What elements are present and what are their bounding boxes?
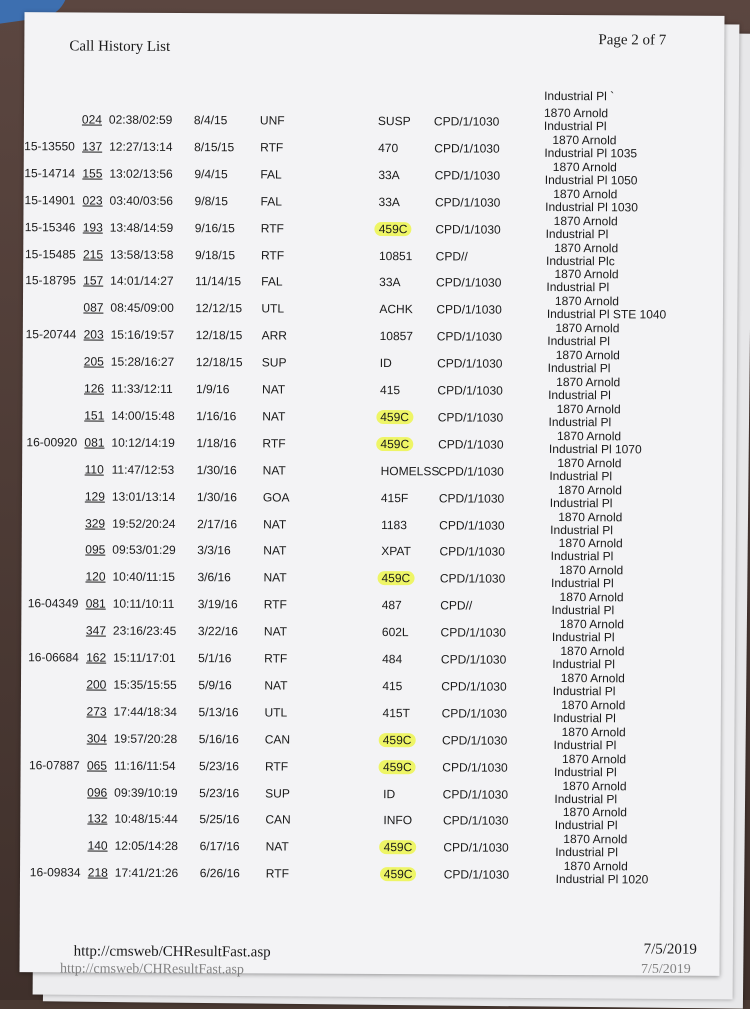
address [551,537,623,563]
page-number: Page 2 of 7 [598,32,666,49]
call-date: 5/13/16 [199,705,239,719]
disposition-code: RTF [260,140,283,154]
disposition-code: UTL [265,705,288,719]
call-id-link[interactable]: 193 [83,220,103,234]
address [550,510,622,536]
report-number-link[interactable]: 15-15346 [25,220,76,234]
call-id-link[interactable]: 081 [86,597,106,611]
call-id-link[interactable]: 200 [86,677,106,691]
unit-code: CPD/1/1030 [439,518,504,532]
unit-code: CPD/1/1030 [440,572,505,586]
unit-code: CPD/1/1030 [435,168,500,182]
address-line: Industrial Pl [551,550,623,563]
unit-code: CPD/1/1030 [443,814,508,828]
call-type-code: ID [376,356,396,370]
unit-code: CPD/1/1030 [439,545,504,559]
unit-code: CPD/1/1030 [443,841,508,855]
call-time: 11:16/11:54 [114,758,176,772]
call-date: 1/30/16 [197,490,237,504]
address-line: Industrial Pl [546,281,618,294]
footer-url: http://cmsweb/CHResultFast.asp [74,943,271,961]
address [553,699,625,725]
address-line: Industrial Pl [551,577,623,590]
call-time: 23:16/23:45 [113,624,176,638]
call-type-code: 459C [379,760,416,774]
call-id-link[interactable]: 024 [82,112,102,126]
address-line: Industrial Pl [548,362,620,375]
address-line: Industrial Pl [552,658,624,671]
address-line: 1870 Arnold [553,672,625,685]
call-type-code: 10851 [375,249,416,263]
address-line: Industrial Pl [550,523,622,536]
call-time: 11:33/12:11 [111,382,173,396]
address-line: 1870 Arnold [554,753,626,766]
unit-code: CPD/1/1030 [439,491,504,505]
call-id-link[interactable]: 205 [84,355,104,369]
call-time: 10:11/10:11 [113,597,175,611]
report-number-link[interactable]: 15-20744 [26,327,77,341]
disposition-code: RTF [262,436,285,450]
address [551,591,623,617]
address [545,161,638,187]
address-line: 1870 Arnold [555,833,627,846]
call-id-link[interactable]: 087 [83,301,103,315]
call-id-link[interactable]: 023 [83,193,103,207]
unit-code: CPD/1/1030 [435,222,500,236]
call-time: 02:38/02:59 [109,113,172,127]
address-line: 1870 Arnold [550,510,622,523]
address-line: Industrial Pl [555,846,627,859]
call-time: 15:11/17:01 [113,651,176,665]
address-line: Industrial Pl 1020 [556,873,649,886]
call-type-code: XPAT [377,544,415,558]
call-date: 2/17/16 [197,517,237,531]
report-number-link[interactable]: 15-14714 [24,166,75,180]
call-date: 5/23/16 [199,759,239,773]
call-date: 3/6/16 [197,570,230,584]
address-line: Industrial Pl [549,416,621,429]
call-date: 1/9/16 [196,382,229,396]
address [549,430,642,456]
call-id-link[interactable]: 140 [88,839,108,853]
address [545,188,638,214]
call-time: 09:53/01:29 [112,543,175,557]
disposition-code: RTF [266,867,289,881]
address-line: 1870 Arnold [551,537,623,550]
call-id-link[interactable]: 081 [84,435,104,449]
report-number-link[interactable]: 15-18795 [25,274,76,288]
call-date: 12/12/15 [195,301,242,315]
disposition-code: RTF [265,759,288,773]
call-id-link[interactable]: 129 [85,489,105,503]
document-page [19,12,724,976]
call-id-link[interactable]: 126 [84,381,104,395]
call-time: 19:52/20:24 [112,516,175,530]
unit-code: CPD/1/1030 [437,356,502,370]
report-number-link[interactable]: 16-00920 [26,435,77,449]
unit-code: CPD/1/1030 [436,303,501,317]
call-type-code: 415F [377,491,412,505]
report-number-link[interactable]: 15-13550 [24,139,75,153]
address [556,860,649,886]
call-id-link[interactable]: 203 [84,328,104,342]
address-line: Industrial Pl STE 1040 [547,308,666,322]
call-type-code: 33A [374,168,403,182]
report-number-link[interactable]: 16-07887 [29,758,80,772]
address-line: Industrial Pl 1070 [549,443,642,456]
address-line: 1870 Arnold [552,591,624,604]
address-line: Industrial Pl 1050 [545,174,638,187]
disposition-code: NAT [262,382,285,396]
call-date: 5/23/16 [199,786,239,800]
footer-date: 7/5/2019 [644,941,697,958]
call-type-code: 484 [378,652,406,666]
call-type-code: 459C [376,410,413,424]
address [547,322,619,348]
call-time: 08:45/09:00 [110,301,173,315]
report-number-link[interactable]: 16-06684 [28,650,79,664]
disposition-code: NAT [264,678,287,692]
disposition-code: GOA [263,490,290,504]
address-line: Industrial Pl 1035 [544,147,637,160]
unit-code: CPD/1/1030 [437,383,502,397]
call-type-code: 10857 [376,329,417,343]
address [546,268,618,294]
address-line: Industrial Pl [555,819,627,832]
address [546,214,618,240]
report-number-link[interactable]: 15-14901 [25,193,76,207]
address-line: Industrial Pl [551,604,623,617]
bleed-through-date: 7/5/2019 [641,962,691,978]
call-time: 13:58/13:58 [110,247,173,261]
call-type-code: 459C [380,840,417,854]
address-line: 1870 Arnold [544,134,637,147]
call-type-code: ACHK [375,302,416,316]
call-id-link[interactable]: 096 [87,785,107,799]
address-line: 1870 Arnold [551,564,623,577]
address [554,779,626,805]
call-date: 9/18/15 [195,248,235,262]
call-date: 8/15/15 [194,140,234,154]
call-type-code: 459C [375,222,412,236]
call-type-code: 33A [375,195,404,209]
unit-code: CPD// [436,249,468,263]
call-date: 6/17/16 [200,839,240,853]
unit-code: CPD/1/1030 [435,195,500,209]
report-number-link[interactable]: 15-15485 [25,247,76,261]
call-type-code: ID [379,787,399,801]
call-date: 11/14/15 [195,274,241,288]
address-line: 1870 Arnold [545,161,638,174]
unit-code: CPD/1/1030 [441,679,506,693]
call-time: 15:35/15:55 [113,678,176,692]
address-line: Industrial Pl [554,792,626,805]
disposition-code: SUP [262,356,287,370]
address [547,295,667,322]
address-fragment: Industrial Pl ` [544,89,614,103]
call-type-code: 415T [379,706,414,720]
call-type-code: 487 [378,598,406,612]
call-date: 5/1/16 [198,651,231,665]
address-line: Industrial Pl [552,631,624,644]
address [552,618,624,644]
disposition-code: NAT [263,571,286,585]
address [550,484,622,510]
unit-code: CPD/1/1030 [442,706,507,720]
address-line: 1870 Arnold [548,376,620,389]
disposition-code: FAL [260,167,281,181]
address-line: Industrial Pl [546,227,618,240]
call-time: 13:01/13:14 [112,489,175,503]
call-time: 17:41/21:26 [115,866,178,880]
call-time: 12:27/13:14 [109,140,172,154]
call-date: 8/4/15 [194,113,227,127]
address-line: 1870 Arnold [546,214,618,227]
address-line: Industrial Pl [554,766,626,779]
call-type-code: 33A [375,275,404,289]
disposition-code: NAT [264,625,287,639]
call-id-link[interactable]: 151 [84,408,104,422]
disposition-code: RTF [261,248,284,262]
unit-code: CPD/1/1030 [434,141,499,155]
address-line: 1870 Arnold [547,322,619,335]
call-date: 3/3/16 [197,543,230,557]
disposition-code: NAT [266,840,289,854]
address [551,564,623,590]
unit-code: CPD/1/1030 [438,437,503,451]
address [552,645,624,671]
call-type-code: HOMELSS [377,464,444,478]
address-line: Industrial Pl [544,120,608,133]
call-time: 14:01/14:27 [110,274,173,288]
address [555,833,627,859]
call-id-link[interactable]: 110 [85,462,104,476]
disposition-code: CAN [265,813,290,827]
unit-code: CPD/1/1030 [437,330,502,344]
call-type-code: 415 [378,679,406,693]
call-type-code: 1183 [377,518,411,532]
unit-code: CPD/1/1030 [438,464,503,478]
call-date: 5/16/16 [199,732,239,746]
bleed-through-url: http://cmsweb/CHResultFast.asp [60,962,244,979]
address [554,753,626,779]
address [544,107,608,133]
address-line: 1870 Arnold [550,484,622,497]
call-id-link[interactable]: 155 [82,166,102,180]
address-line: 1870 Arnold [553,699,625,712]
call-id-link[interactable]: 157 [83,274,103,288]
call-type-code: 459C [379,733,416,747]
address-line: Industrial Pl [553,685,625,698]
call-date: 3/19/16 [198,597,238,611]
call-time: 19:57/20:28 [114,731,177,745]
address-line: Industrial Pl [547,335,619,348]
call-type-code: INFO [379,813,416,827]
address-line: 1870 Arnold [555,806,627,819]
call-id-link[interactable]: 347 [86,624,106,638]
address-line: 1870 Arnold [546,241,618,254]
call-type-code: 470 [374,141,402,155]
address [555,806,627,832]
page-title: Call History List [69,38,170,56]
call-date: 1/16/16 [196,409,236,423]
unit-code: CPD/1/1030 [443,787,508,801]
report-number-link[interactable]: 16-09834 [30,865,81,879]
call-id-link[interactable]: 137 [82,139,102,153]
disposition-code: NAT [263,517,286,531]
address-line: 1870 Arnold [544,107,608,120]
address-line: Industrial Pl [553,712,625,725]
address [546,241,618,267]
address-line: 1870 Arnold [548,349,620,362]
disposition-code: CAN [265,732,290,746]
call-time: 03:40/03:56 [110,193,173,207]
report-number-link[interactable]: 16-04349 [28,596,79,610]
call-time: 12:05/14:28 [115,839,178,853]
address-line: 1870 Arnold [552,618,624,631]
call-id-link[interactable]: 215 [83,247,103,261]
call-history-table [19,12,724,976]
call-type-code: SUSP [374,114,415,128]
call-id-link[interactable]: 304 [87,731,107,745]
call-date: 3/22/16 [198,624,238,638]
address-line: 1870 Arnold [546,268,618,281]
disposition-code: ARR [262,329,287,343]
address [554,726,626,752]
call-time: 10:40/11:15 [112,570,175,584]
address-line: 1870 Arnold [545,188,638,201]
address-line: 1870 Arnold [554,779,626,792]
call-time: 17:44/18:34 [114,704,177,718]
address-line: Industrial Pl [549,470,621,483]
unit-code: CPD// [440,599,472,613]
call-time: 13:02/13:56 [109,166,172,180]
call-date: 1/30/16 [197,463,237,477]
call-id-link[interactable]: 065 [87,758,107,772]
call-date: 6/26/16 [200,866,240,880]
address-line: Industrial Pl 1030 [545,201,638,214]
table-row [20,857,720,889]
address-line: 1870 Arnold [549,457,621,470]
disposition-code: NAT [263,544,286,558]
disposition-code: RTF [264,598,287,612]
address-line: Industrial Pl [554,739,626,752]
call-time: 15:16/19:57 [111,328,174,342]
call-time: 10:48/15:44 [114,812,177,826]
address-line: 1870 Arnold [549,403,621,416]
disposition-code: FAL [261,275,282,289]
address [553,672,625,698]
call-date: 12/18/15 [196,355,243,369]
address-line: Industrial Plc [546,254,618,267]
disposition-code: RTF [264,651,287,665]
call-id-link[interactable]: 273 [87,704,107,718]
address [549,403,621,429]
unit-code: CPD/1/1030 [438,410,503,424]
address-line: Industrial Pl [548,389,620,402]
call-id-link[interactable]: 120 [85,570,105,584]
unit-code: CPD/1/1030 [436,276,501,290]
unit-code: CPD/1/1030 [442,733,507,747]
address-line: 1870 Arnold [547,295,666,309]
unit-code: CPD/1/1030 [441,625,506,639]
unit-code: CPD/1/1030 [441,652,506,666]
disposition-code: SUP [265,786,290,800]
address [548,349,620,375]
call-date: 9/16/15 [195,221,235,235]
address-line: 1870 Arnold [556,860,649,873]
call-id-link[interactable]: 329 [85,516,105,530]
disposition-code: RTF [261,221,284,235]
call-time: 10:12/14:19 [111,435,174,449]
call-id-link[interactable]: 095 [85,543,105,557]
disposition-code: NAT [263,463,286,477]
call-date: 9/8/15 [195,194,228,208]
call-date: 5/9/16 [198,678,231,692]
disposition-code: UTL [261,302,284,316]
call-type-code: 415 [376,383,404,397]
unit-code: CPD/1/1030 [444,868,509,882]
address-line: 1870 Arnold [549,430,642,443]
call-date: 5/25/16 [199,812,239,826]
call-type-code: 459C [377,571,414,585]
call-id-link[interactable]: 132 [87,812,107,826]
disposition-code: UNF [260,113,285,127]
disposition-code: NAT [262,409,285,423]
address-line: 1870 Arnold [552,645,624,658]
call-time: 15:28/16:27 [111,355,174,369]
call-time: 14:00/15:48 [111,409,174,423]
unit-code: CPD/1/1030 [434,114,499,128]
call-time: 09:39/10:19 [114,785,177,799]
call-time: 13:48/14:59 [110,220,173,234]
call-type-code: 459C [380,867,417,881]
address-line: Industrial Pl [550,497,622,510]
call-time: 11:47/12:53 [112,462,175,476]
address-line: 1870 Arnold [554,726,626,739]
call-date: 12/18/15 [196,328,243,342]
call-type-code: 602L [378,625,413,639]
call-id-link[interactable]: 218 [88,866,108,880]
call-date: 9/4/15 [194,167,227,181]
unit-code: CPD/1/1030 [442,760,507,774]
call-type-code: 459C [376,437,413,451]
disposition-code: FAL [261,194,282,208]
call-date: 1/18/16 [196,436,236,450]
call-id-link[interactable]: 162 [86,651,106,665]
address [544,134,637,160]
address [549,457,621,483]
address [548,376,620,402]
